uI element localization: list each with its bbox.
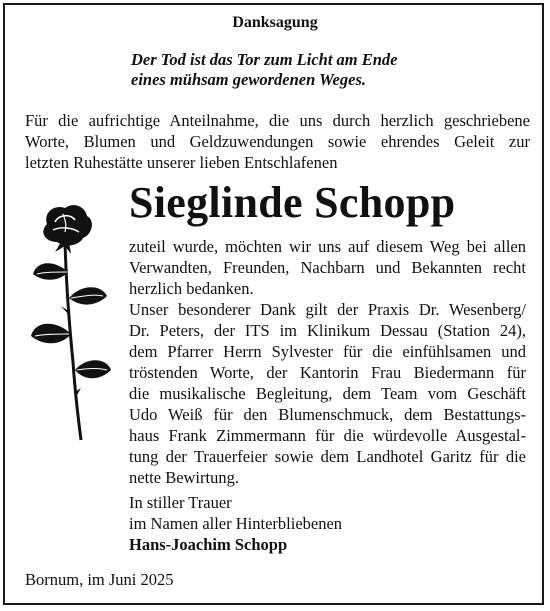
closing-line: In stiller Trauer <box>129 493 232 512</box>
body-line: die musikalische Begleitung, dem Team vom Geschäft <box>129 384 526 403</box>
intro-line: Für die aufrichtige Anteilnahme, die uns durch herzlich geschriebene <box>25 111 530 130</box>
body-line: Verwandten, Freunden, Nachbarn und Bekannten recht <box>129 258 526 277</box>
signer-name: Hans-Joachim Schopp <box>129 535 288 554</box>
body-line: nette Bewirtung. <box>129 468 239 487</box>
body-line: herzlich bedanken. <box>129 279 254 298</box>
body-line: zuteil wurde, möchten wir uns auf diesem Weg bei allen <box>129 237 526 256</box>
closing-block <box>129 492 342 555</box>
motto <box>131 50 398 90</box>
body-line: Udo Weiß für den Blumenschmuck, dem Bestattungs- <box>129 405 526 424</box>
body-line: Dr. Peters, der ITS im Klinikum Dessau (Station 24), <box>129 321 526 340</box>
place-date: Bornum, im Juni 2025 <box>25 570 174 589</box>
notice-heading: Danksagung <box>232 14 318 31</box>
thanks-paragraph <box>129 236 526 488</box>
motto-line: eines mühsam gewordenen Weges. <box>131 70 366 89</box>
body-line: haus Frank Zimmermann für die würdevolle Ausgestal- <box>129 426 526 445</box>
body-line: tröstenden Worte, der Kantorin Frau Biedermann für <box>129 363 526 382</box>
intro-paragraph <box>25 110 530 173</box>
closing-line: im Namen aller Hinterbliebenen <box>129 514 343 533</box>
body-line: tung der Trauerfeier sowie dem Landhotel Garitz für die <box>129 447 526 466</box>
intro-line: letzten Ruhestätte unserer lieben Entschlafenen <box>25 153 338 172</box>
body-line: Unser besonderer Dank gilt der Praxis Dr. Wesenberg/ <box>129 300 526 319</box>
deceased-name: Sieglinde Schopp <box>129 178 456 227</box>
body-line: dem Pfarrer Herrn Sylvester für die einfühlsamen und <box>129 342 526 361</box>
intro-line: Worte, Blumen und Geldzuwendungen sowie ehrendes Geleit zur <box>25 132 530 151</box>
motto-line: Der Tod ist das Tor zum Licht am Ende <box>131 50 398 69</box>
rose-icon <box>25 202 113 442</box>
